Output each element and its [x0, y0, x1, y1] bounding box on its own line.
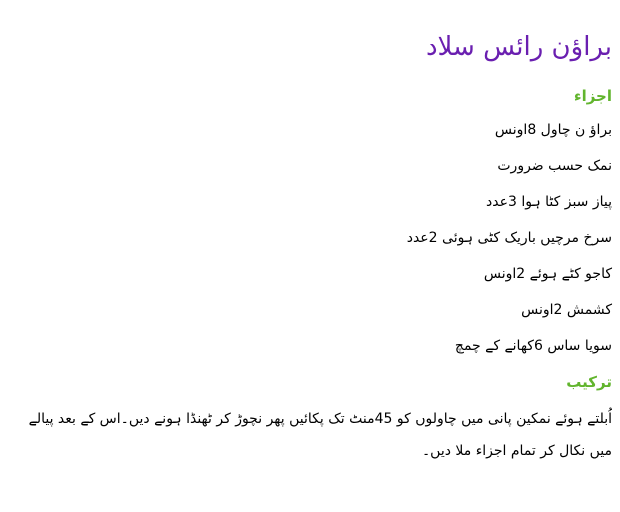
ingredient-item: نمک حسب ضرورت	[497, 158, 612, 174]
ingredient-item: کشمش 2اونس	[521, 302, 612, 318]
ingredients-heading: اجزاء	[573, 87, 612, 105]
ingredient-item: براؤ ن چاول 8اونس	[494, 122, 612, 138]
ingredient-item: سویا ساس 6کھانے کے چمچ	[454, 338, 612, 354]
recipe-title: براؤن رائس سلاد	[425, 32, 612, 62]
ingredient-item: پیاز سبز کٹا ہوا 3عدد	[486, 194, 612, 210]
method-heading: ترکیب	[566, 373, 612, 391]
method-paragraph: اُبلتے ہوئے نمکین پانی میں چاولوں کو 45منٹ تک پکائیں پھر نچوڑ کر ٹھنڈا ہونے دیں۔اس کے بعد پیالے میں نکال کر تمام اجزاء ملا دیں۔	[28, 411, 612, 459]
ingredient-item: سرخ مرچیں باریک کٹی ہوئی 2عدد	[406, 230, 612, 246]
ingredients-list	[12, 120, 612, 356]
ingredient-item: کاجو کٹے ہوئے 2اونس	[483, 266, 612, 282]
